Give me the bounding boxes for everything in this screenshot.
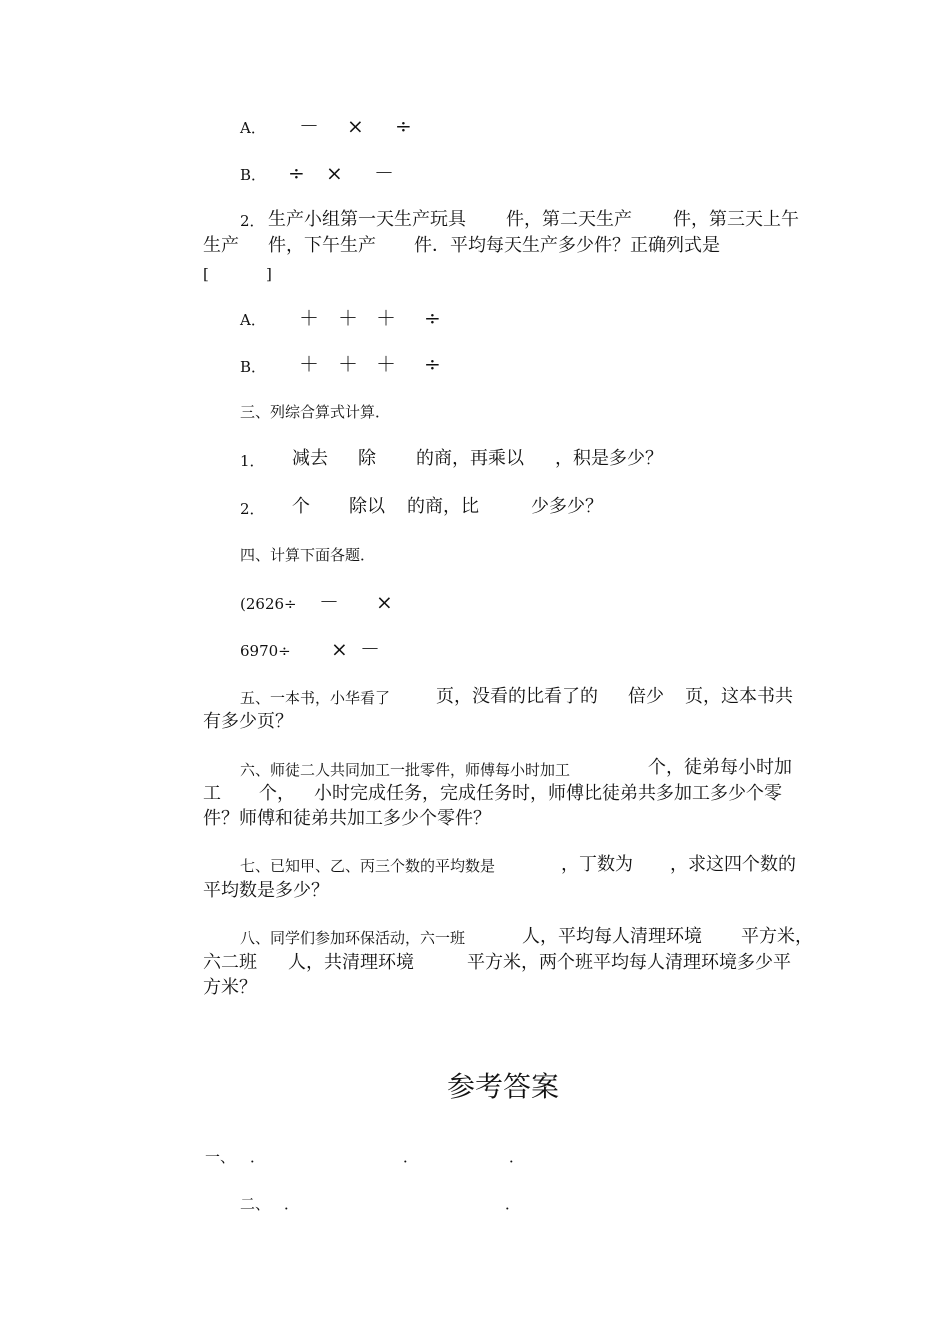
question-text: 有多少页？ [203,711,293,732]
expression: 6970÷ [240,642,291,660]
question-text: 的商，再乘以 [416,448,524,469]
option-label: A． [240,311,266,329]
answer-dot: ． [509,1148,525,1166]
question-text: 生产 [203,235,239,256]
question-text: 件，第二天生产 [506,209,632,230]
answer-dot: ． [505,1195,521,1213]
operator: × [326,161,343,185]
question-text: 个，徒弟每小时加 [648,757,792,778]
question-text: 页，这本书共 [685,686,793,707]
answer-dot: ． [403,1148,419,1166]
option-label: B． [240,358,267,376]
answer-row-label: 二、 [240,1195,271,1213]
question-text: 五、一本书，小华看了 [240,689,391,707]
question-text: 平方米， [741,926,813,947]
operator: － [319,590,339,614]
answer-bracket: [ [203,265,209,283]
question-text: 的商，比 [407,496,479,517]
operator: ÷ [288,161,305,185]
question-text: 件？师傅和徒弟共加工多少个零件？ [203,808,491,829]
expression: (2626÷ [240,595,297,613]
question-text: ，积是多少？ [555,448,663,469]
operator: ＋ [299,306,319,330]
question-text: 页，没看的比看了的 [436,686,598,707]
question-text: 件．平均每天生产多少件？正确列式是 [414,235,720,256]
question-text: ，求这四个数的 [670,854,796,875]
operator: × [331,637,348,661]
answer-bracket: ] [266,265,272,283]
question-text: 人，共清理环境 [288,952,414,973]
operator: ÷ [395,114,412,138]
question-text: 件，下午生产 [268,235,376,256]
operator: － [299,114,319,138]
question-text: ，丁数为 [561,854,633,875]
operator: － [374,161,394,185]
operator: ＋ [299,352,319,376]
question-text: 平均数是多少？ [203,880,329,901]
operator: ＋ [376,306,396,330]
question-text: 生产小组第一天生产玩具 [268,209,466,230]
answer-row-label: 一、 [205,1148,236,1166]
question-text: 除 [358,448,376,469]
operator: ÷ [424,306,441,330]
option-label: B． [240,166,267,184]
question-text: 小时完成任务，完成任务时，师傅比徒弟共多加工多少个零 [314,783,782,804]
question-text: 个， [259,783,295,804]
answer-dot: ． [284,1195,300,1213]
question-text: 七、已知甲、乙、丙三个数的平均数是 [240,857,496,875]
item-number: 2． [240,212,265,230]
operator: ＋ [376,352,396,376]
question-text: 八、同学们参加环保活动，六一班 [240,929,466,947]
question-text: 件，第三天上午 [673,209,799,230]
operator: ＋ [338,352,358,376]
question-text: 人，平均每人清理环境 [522,926,702,947]
question-text: 平方米，两个班平均每人清理环境多少平 [467,952,791,973]
item-number: 2． [240,500,265,518]
operator: － [360,637,380,661]
item-number: 1． [240,452,265,470]
section-heading: 三、列综合算式计算． [240,403,391,421]
question-text: 倍少 [628,686,664,707]
operator: × [347,114,364,138]
operator: ÷ [424,352,441,376]
answer-dot: ． [250,1148,266,1166]
question-text: 减去 [292,448,328,469]
operator: ＋ [338,306,358,330]
question-text: 少多少？ [531,496,603,517]
question-text: 工 [203,783,221,804]
operator: × [376,590,393,614]
question-text: 六二班 [203,952,257,973]
question-text: 六、师徒二人共同加工一批零件，师傅每小时加工 [240,761,571,779]
answer-key-title: 参考答案 [447,1070,560,1103]
question-text: 个 [292,496,310,517]
option-label: A． [240,119,266,137]
question-text: 方米？ [203,977,257,998]
section-heading: 四、计算下面各题． [240,546,376,564]
question-text: 除以 [349,496,385,517]
